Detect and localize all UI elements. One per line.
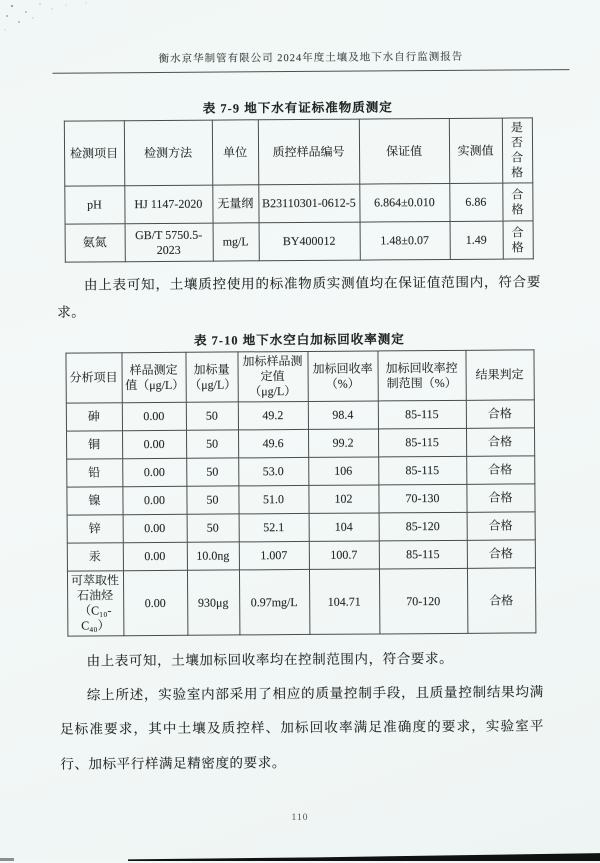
column-header: 是否合格 [502,118,532,183]
report-header-title: 衡水京华制管有限公司 2024年度土壤及地下水自行监测报告 [52,48,569,74]
table-cell: 合格 [467,512,535,540]
table-cell: 合格 [467,568,535,633]
table-cell: 1.007 [239,541,309,569]
table-cell: 合格 [467,540,535,568]
table-cell: 合格 [503,221,533,259]
table-cell: 铜 [66,431,122,459]
table-cell: HJ 1147-2020 [124,185,212,224]
column-header: 结果判定 [465,350,533,400]
paragraph-table10-conclusion: 由上表可知，土壤加标回收率均在控制范围内，符合要求。 [86,650,454,669]
table-cell: 0.97mg/L [239,569,309,634]
table-cell: 98.4 [308,401,378,429]
table-cell: 85-115 [378,400,466,429]
table-cell: 104 [309,513,379,541]
table-7-10-caption: 表 7-10 地下水空白加标回收率测定 [193,332,405,348]
table-cell: 52.1 [239,513,309,541]
table-cell: 1.48±0.07 [360,221,450,260]
table-cell: 49.6 [238,429,308,457]
paragraph-summary: 综上所述，实验室内部采用了相应的质量控制手段，且质量控制结果均满足标准要求，其中土壤及质控样、加标回收率满足准确度的要求，实验室平行、加标平行样满足精密度的要求。 [60,684,545,772]
table-cell: 0.00 [123,570,187,635]
table-7-9-header [64,118,532,186]
table-row [67,568,535,636]
table-cell: 10.0ng [187,542,239,570]
table-row [67,540,535,571]
table-cell: mg/L [213,223,259,261]
table-cell: 0.00 [122,402,186,430]
table-cell: 51.0 [238,485,308,513]
table-cell: 6.86 [449,183,502,221]
table-cell: 0.00 [123,542,187,570]
column-header: 保证值 [359,118,449,184]
table-cell: 50 [186,458,238,486]
table-cell: 锌 [67,515,123,543]
table-cell: 102 [308,485,378,513]
table-7-9-body [64,183,533,262]
table-cell: 0.00 [123,514,187,542]
table-cell: 汞 [67,543,123,571]
table-7-9-caption: 表 7-9 地下水有证标准物质测定 [202,100,393,116]
table-cell: 可萃取性石油烃（C₁₀-C₄₀） [67,571,123,636]
table-cell: 0.00 [122,486,186,514]
column-header: 加标回收率（%） [307,351,377,401]
table-row [66,456,534,487]
table-cell: 50 [187,514,239,542]
table-cell: 930μg [187,570,239,635]
column-header: 分析项目 [65,353,121,403]
table-row [66,400,534,431]
table-7-9 [63,117,533,262]
table-cell: 氨氮 [65,224,125,262]
table-cell: 106 [308,457,378,485]
table-cell: 合格 [466,428,534,456]
page-number: 110 [291,813,309,823]
column-header: 检测项目 [64,121,124,186]
column-header: 质控样品编号 [258,119,359,185]
table-row [66,428,534,459]
table-cell: 100.7 [309,541,379,569]
table-cell: 50 [186,430,238,458]
table-row [66,484,534,515]
table-cell: 104.71 [309,569,379,634]
column-header: 单位 [212,120,258,185]
table-cell: 49.2 [238,401,308,429]
table-row [64,183,532,224]
table-cell: B23110301-0612-5 [258,184,359,223]
table-cell: 0.00 [122,458,186,486]
table-row [67,512,535,543]
table-row [65,221,533,262]
table-cell: 53.0 [238,457,308,485]
column-header: 加标回收率控制范围（%） [377,350,465,401]
table-cell: 合格 [502,183,532,221]
table-cell: 85-115 [378,428,466,457]
table-cell: 砷 [66,403,122,431]
table-cell: GB/T 5750.5-2023 [125,223,213,262]
table-cell: 70-130 [378,484,466,513]
table-cell: 铅 [66,459,122,487]
table-cell: 镍 [66,487,122,515]
table-cell: 1.49 [450,221,503,259]
table-cell: 70-120 [379,568,467,634]
column-header: 实测值 [449,118,502,183]
table-7-10 [65,349,536,636]
paragraph-table9-conclusion: 由上表可知，土壤质控使用的标准物质实测值均在保证值范围内，符合要求。 [57,274,542,320]
column-header: 加标量（μg/L） [185,352,237,402]
column-header: 加标样品测定值（μg/L） [237,351,307,401]
table-7-10-body [66,400,536,636]
column-header: 检测方法 [124,120,212,186]
table-cell: 99.2 [308,429,378,457]
table-cell: 合格 [466,456,534,484]
table-cell: 合格 [466,484,534,512]
table-cell: 50 [186,402,238,430]
table-cell: 85-120 [379,512,467,541]
table-cell: 0.00 [122,430,186,458]
table-cell: BY400012 [259,222,360,261]
table-7-10-header [65,350,533,403]
table-cell: 50 [186,486,238,514]
table-cell: 合格 [466,400,534,428]
table-cell: 85-115 [379,540,467,569]
table-cell: 无量纲 [212,185,258,223]
table-cell: 6.864±0.010 [359,183,449,222]
table-cell: 85-115 [378,456,466,485]
table-cell: pH [64,186,124,224]
column-header: 样品测定值（μg/L） [121,352,185,402]
